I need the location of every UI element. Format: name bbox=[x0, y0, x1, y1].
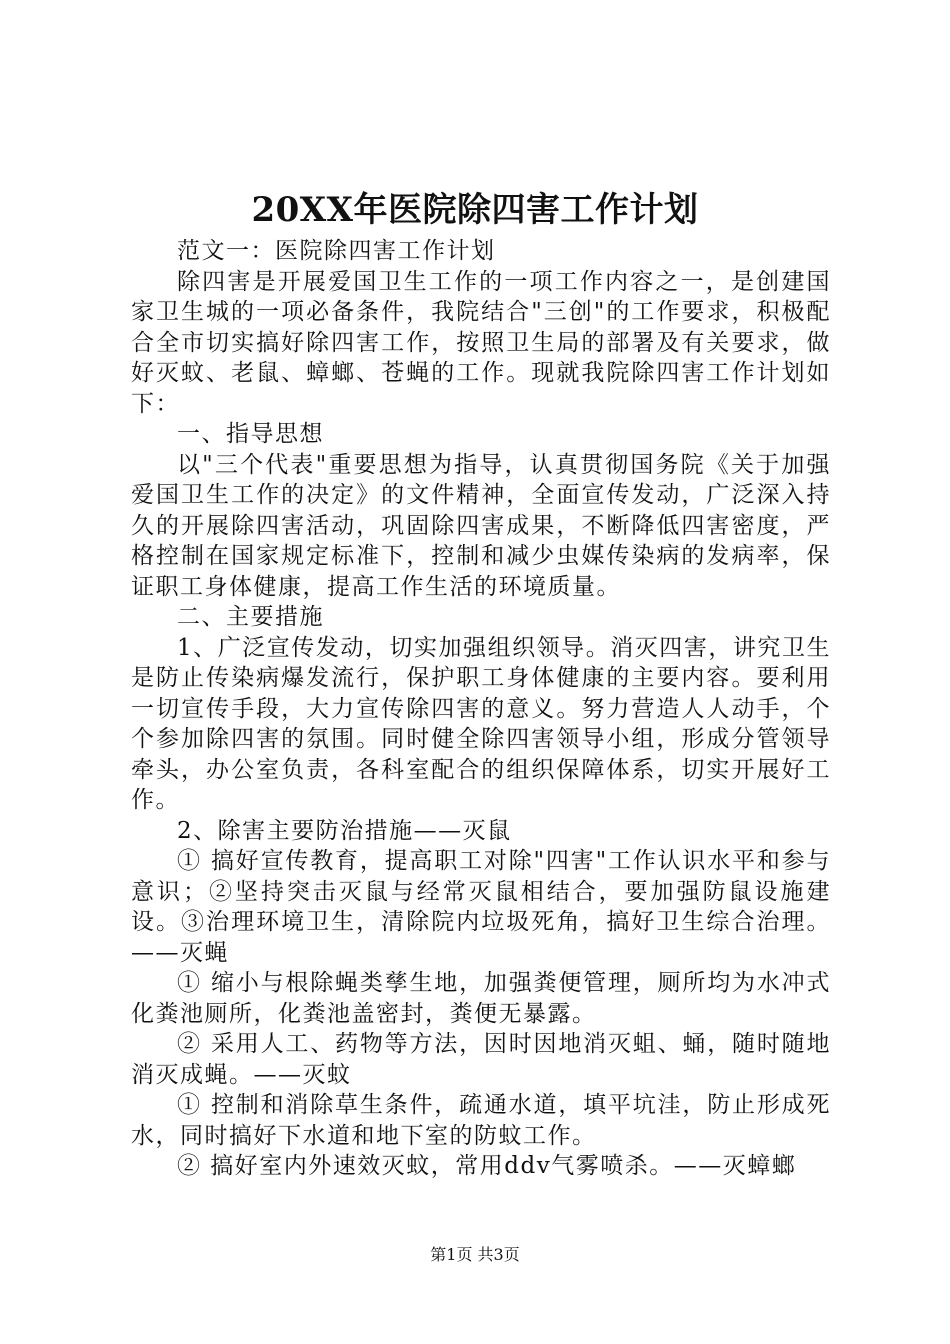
section-heading-guiding-thought: 一、指导思想 bbox=[177, 421, 324, 447]
paragraph-measure-2-heading: 2、除害主要防治措施——灭鼠 bbox=[177, 817, 512, 844]
paragraph-intro: 除四害是开展爱国卫生工作的一项工作内容之一，是创建国家卫生城的一项必备条件，我院结合"三创"的工作要求，积极配合全市切实搞好除四害工作，按照卫生局的部署及有关要求，做好灭蚊、老鼠、蟑螂、苍蝇的工作。现就我院除四害工作计划如下： bbox=[131, 268, 831, 417]
paragraph-mosquito-control-2: ② 搞好室内外速效灭蚊，常用ddv气雾喷杀。——灭蟑螂 bbox=[177, 1153, 797, 1179]
paragraph-measure-1: 1、广泛宣传发动，切实加强组织领导。消灭四害，讲究卫生是防止传染病爆发流行，保护职工身体健康的主要内容。要利用一切宣传手段，大力宣传除四害的意义。努力营造人人动手，个个参加除四害的氛围。同时健全除四害领导小组，形成分管领导牵头，办公室负责，各科室配合的组织保障体系，切实开展好工作。 bbox=[131, 634, 831, 813]
document-title: 20XX年医院除四害工作计划 bbox=[251, 190, 699, 230]
page-number-footer: 第1页 共3页 bbox=[430, 1245, 520, 1264]
paragraph-subtitle: 范文一：医院除四害工作计划 bbox=[177, 238, 496, 264]
document-body bbox=[131, 236, 831, 1182]
section-heading-main-measures: 二、主要措施 bbox=[177, 604, 324, 630]
paragraph-rodent-control: ① 搞好宣传教育，提高职工对除"四害"工作认识水平和参与意识；②坚持突击灭鼠与经常灭鼠相结合，要加强防鼠设施建设。③治理环境卫生，清除院内垃圾死角，搞好卫生综合治理。——灭蝇 bbox=[131, 848, 831, 966]
paragraph-fly-control-1: ① 缩小与根除蝇类孳生地，加强粪便管理，厕所均为水冲式化粪池厕所，化粪池盖密封，粪便无暴露。 bbox=[131, 970, 831, 1027]
paragraph-fly-control-2: ② 采用人工、药物等方法，因时因地消灭蛆、蛹，随时随地消灭成蝇。——灭蚊 bbox=[131, 1031, 831, 1088]
paragraph-mosquito-control-1: ① 控制和消除草生条件，疏通水道，填平坑洼，防止形成死水，同时搞好下水道和地下室的防蚊工作。 bbox=[131, 1092, 831, 1149]
paragraph-guiding-thought: 以"三个代表"重要思想为指导，认真贯彻国务院《关于加强爱国卫生工作的决定》的文件精神，全面宣传发动，广泛深入持久的开展除四害活动，巩固除四害成果，不断降低四害密度，严格控制在国家规定标准下，控制和减少虫媒传染病的发病率，保证职工身体健康，提高工作生活的环境质量。 bbox=[131, 451, 831, 600]
